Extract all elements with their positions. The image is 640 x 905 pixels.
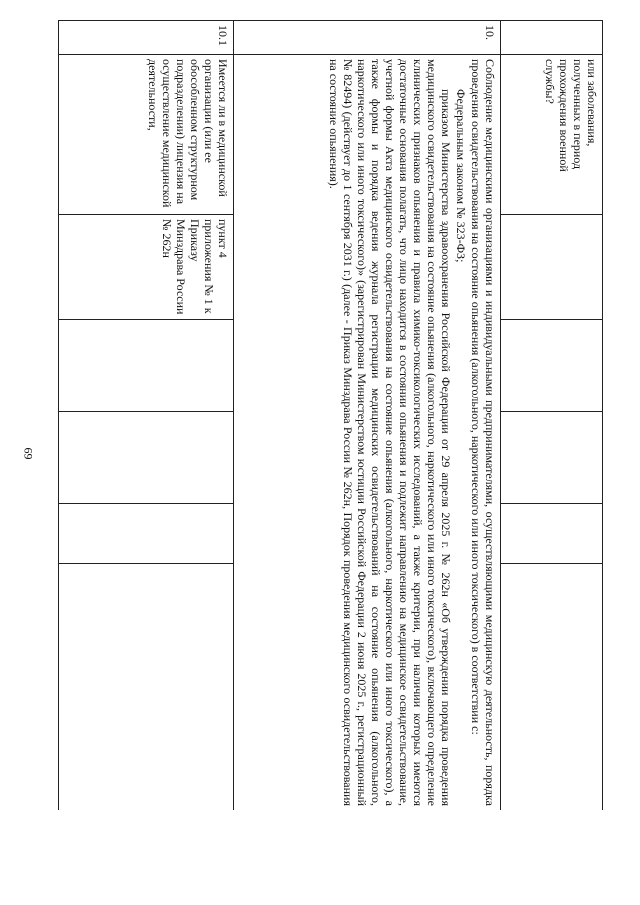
note-cell: [59, 564, 234, 811]
answer-na-cell: [501, 504, 603, 564]
answer-yes-cell: [59, 320, 234, 412]
question-cell: или заболевания, полученных в период прохождения военной службы?: [501, 55, 603, 215]
table-container: [58, 20, 603, 810]
page-number: 69: [21, 447, 36, 460]
section-text-line: Федеральным законом № 323-ФЗ;: [454, 89, 468, 263]
note-cell: [501, 564, 603, 811]
row-number-cell: 10.: [234, 21, 501, 55]
answer-no-cell: [59, 412, 234, 504]
reference-cell: пункт 4 приложения № 1 к Приказу Минздрава России № 262н: [59, 215, 234, 320]
reference-cell: [501, 215, 603, 320]
table-row: [59, 21, 234, 811]
row-number-cell: 10.1: [59, 21, 234, 55]
answer-na-cell: [59, 504, 234, 564]
answer-no-cell: [501, 412, 603, 504]
rotated-page-content: [58, 20, 603, 810]
row-number-cell: [501, 21, 603, 55]
section-text-line: Соблюдение медицинскими организациями и индивидуальными предпринимателями, осуществляющими медицинскую деятельность, порядка проведения освидетельствования на состояние опьянения (алкогольного, наркотического или иного токсического) в соответствии с:: [469, 59, 497, 806]
table-row: [234, 21, 501, 811]
question-cell: Имеется ли в медицинской организации (или ее обособленном структурном подразделении) лицензия на осуществление медицинской деятельности,: [59, 55, 234, 215]
section-text-cell: [234, 55, 501, 811]
table-row: [501, 21, 603, 811]
answer-yes-cell: [501, 320, 603, 412]
checklist-table: [58, 20, 603, 810]
section-text-line: приказом Министерства здравоохранения Российской Федерации от 29 апреля 2025 г. № 262н «Об утверждении порядка проведения медицинского освидетельствования на состояние опьянения (алкогольного, наркотического или иного токсического), включающего определение клинических признаков опьянения и правила химико-токсикологических исследований, а также критерии, при наличии которых имеются достаточные основания полагать, что лицо находится в состоянии опьянения и подлежит направлению на медицинское освидетельствование, учетной формы Акта медицинского освидетельствования на состояние опьянения (алкогольного, наркотического или иного токсического), а также формы и порядка ведения журнала регистрации медицинских освидетельствований на состояние опьянения (алкогольного, наркотического или иного токсического)» (зарегистрирован Министерством юстиции Российской Федерации 2 июня 2025 г., регистрационный № 82494) (действует до 1 сентября 2031 г.) (далее - Приказ Минздрава России № 262н, Порядок проведения медицинского освидетельствования на состояние опьянения).: [327, 59, 453, 806]
